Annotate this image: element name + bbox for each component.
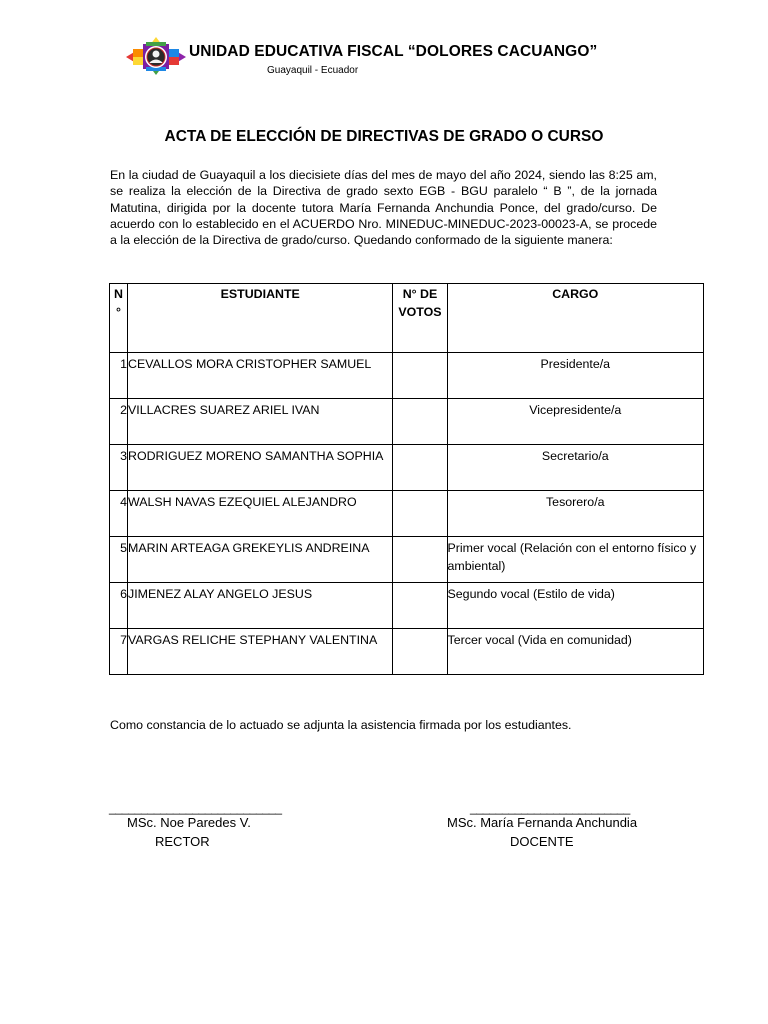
vote-count bbox=[393, 537, 447, 583]
role-name: Secretario/a bbox=[447, 445, 703, 491]
teacher-signature-line: _________________________ bbox=[470, 801, 630, 815]
vote-count bbox=[393, 353, 447, 399]
student-name: VARGAS RELICHE STEPHANY VALENTINA bbox=[128, 629, 393, 675]
row-number: 3 bbox=[110, 445, 128, 491]
rector-title: RECTOR bbox=[155, 834, 210, 849]
election-table bbox=[109, 283, 704, 675]
table-row bbox=[110, 629, 704, 675]
student-name: CEVALLOS MORA CRISTOPHER SAMUEL bbox=[128, 353, 393, 399]
header-number: N ° bbox=[110, 284, 128, 353]
school-city: Guayaquil - Ecuador bbox=[267, 65, 359, 76]
table-row bbox=[110, 445, 704, 491]
closing-statement: Como constancia de lo actuado se adjunta la asistencia firmada por los estudiantes. bbox=[110, 718, 572, 732]
row-number: 6 bbox=[110, 583, 128, 629]
table-row bbox=[110, 399, 704, 445]
row-number: 7 bbox=[110, 629, 128, 675]
student-name: MARIN ARTEAGA GREKEYLIS ANDREINA bbox=[128, 537, 393, 583]
vote-count bbox=[393, 491, 447, 537]
table-row bbox=[110, 353, 704, 399]
role-name: Vicepresidente/a bbox=[447, 399, 703, 445]
student-name: JIMENEZ ALAY ANGELO JESUS bbox=[128, 583, 393, 629]
document-title: ACTA DE ELECCIÓN DE DIRECTIVAS DE GRADO O CURSO bbox=[164, 128, 604, 145]
header-votes: N° DE VOTOS bbox=[393, 284, 447, 353]
vote-count bbox=[393, 399, 447, 445]
role-name: Presidente/a bbox=[447, 353, 703, 399]
student-name: RODRIGUEZ MORENO SAMANTHA SOPHIA bbox=[128, 445, 393, 491]
table-row bbox=[110, 583, 704, 629]
header-role: CARGO bbox=[447, 284, 703, 353]
student-name: VILLACRES SUAREZ ARIEL IVAN bbox=[128, 399, 393, 445]
row-number: 2 bbox=[110, 399, 128, 445]
table-row bbox=[110, 491, 704, 537]
intro-paragraph: En la ciudad de Guayaquil a los diecisiete días del mes de mayo del año 2024, siendo las 8:25 am, se realiza la elección de la Directiva de grado sexto EGB - BGU paralelo “ B ”, de la jornada Matutina, dirigida por la docente tutora María Fernanda Anchundia Ponce, del grado/curso. De acuerdo con lo establecido en el ACUERDO Nro. MINEDUC-MINEDUC-2023-00023-A, se procede a la elección de la Directiva de grado/curso. Quedando conformado de la siguiente manera: bbox=[110, 168, 657, 248]
student-name: WALSH NAVAS EZEQUIEL ALEJANDRO bbox=[128, 491, 393, 537]
rector-signature-line: ___________________________ bbox=[109, 801, 282, 815]
table-row bbox=[110, 537, 704, 583]
teacher-name: MSc. María Fernanda Anchundia bbox=[447, 815, 638, 830]
teacher-title: DOCENTE bbox=[510, 834, 574, 849]
role-name: Primer vocal (Relación con el entorno físico y ambiental) bbox=[447, 537, 703, 583]
school-name: UNIDAD EDUCATIVA FISCAL “DOLORES CACUANGO” bbox=[189, 43, 598, 60]
rector-name: MSc. Noe Paredes V. bbox=[127, 815, 251, 830]
role-name: Segundo vocal (Estilo de vida) bbox=[447, 583, 703, 629]
table-header-row bbox=[110, 284, 704, 353]
role-name: Tesorero/a bbox=[447, 491, 703, 537]
vote-count bbox=[393, 445, 447, 491]
vote-count bbox=[393, 583, 447, 629]
header-student: ESTUDIANTE bbox=[128, 284, 393, 353]
role-name: Tercer vocal (Vida en comunidad) bbox=[447, 629, 703, 675]
row-number: 1 bbox=[110, 353, 128, 399]
vote-count bbox=[393, 629, 447, 675]
row-number: 5 bbox=[110, 537, 128, 583]
school-logo bbox=[124, 36, 188, 76]
row-number: 4 bbox=[110, 491, 128, 537]
